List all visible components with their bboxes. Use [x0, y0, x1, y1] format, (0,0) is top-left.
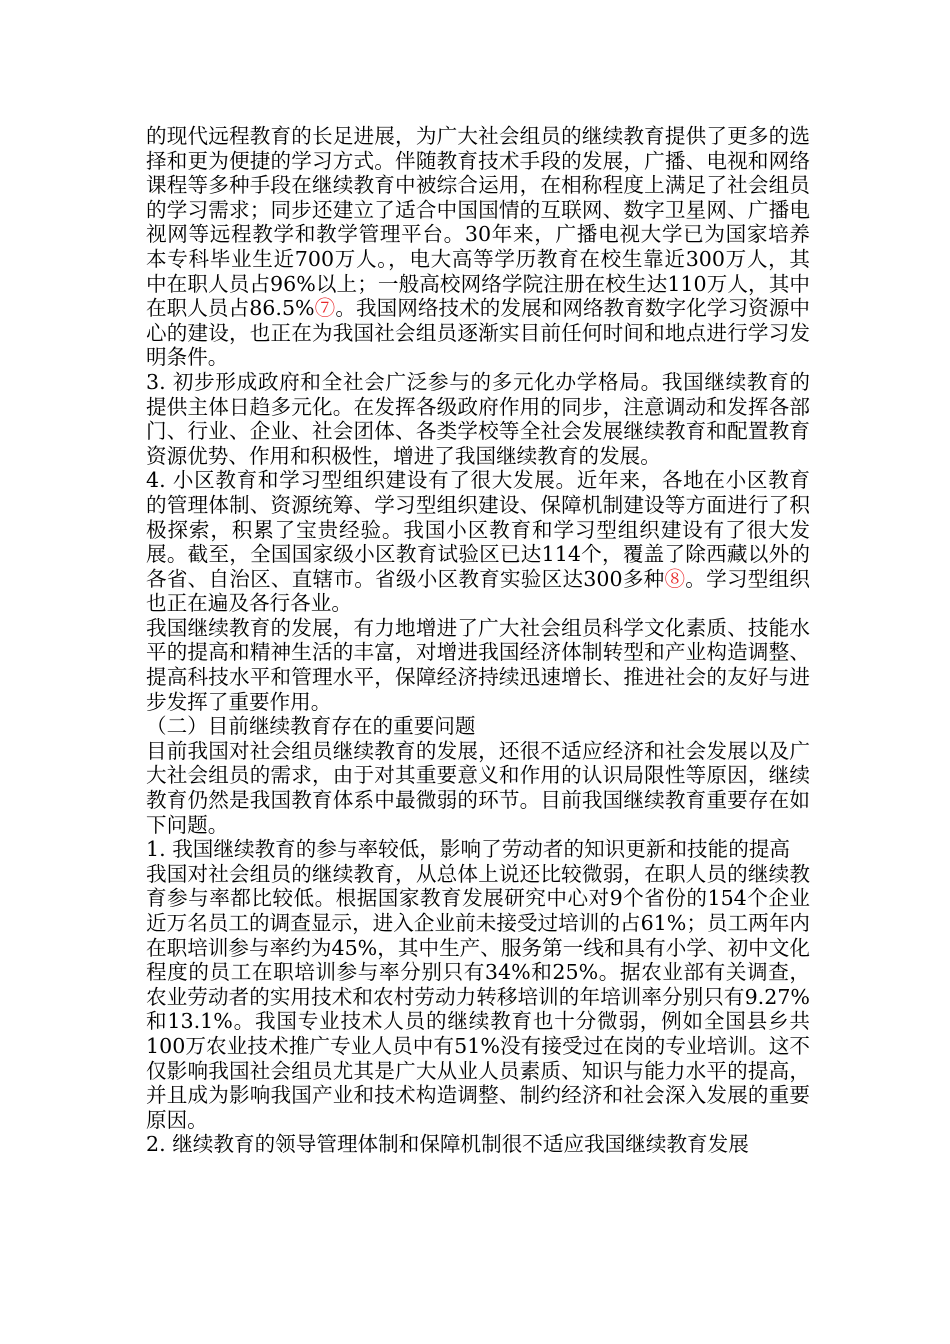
paragraph-item-3: 3. 初步形成政府和全社会广泛参与的多元化办学格局。我国继续教育的提供主体日趋多元化。在发挥各级政府作用的同步，注意调动和发挥各部门、行业、企业、社会团体、各类学校等全社会发展继续教育和配置教育资源优势、作用和积极性，增进了我国继续教育的发展。: [146, 369, 810, 468]
paragraph-text: 4. 小区教育和学习型组织建设有了很大发展。近年来，各地在小区教育的管理体制、资源统筹、学习型组织建设、保障机制建设等方面进行了积极探索，积累了宝贵经验。我国小区教育和学习型组织建设有了很大发展。截至，全国国家级小区教育试验区已达114个，覆盖了除西藏以外的各省、自治区、直辖市。省级小区教育实验区达300多种: [146, 468, 810, 591]
footnote-ref-7[interactable]: ⑦: [314, 296, 336, 321]
document-body: [146, 124, 810, 1157]
paragraph-item-4: [146, 468, 810, 616]
paragraph-distance-education: [146, 124, 810, 370]
paragraph-text-tail: 。我国网络技术的发展和网络教育数字化学习资源中心的建设，也正在为我国社会组员逐渐实目前任何时间和地点进行学习发明条件。: [146, 296, 810, 370]
paragraph-summary: 我国继续教育的发展，有力地增进了广大社会组员科学文化素质、技能水平的提高和精神生活的丰富，对增进我国经济体制转型和产业构造调整、提高科技水平和管理水平，保障经济持续迅速增长、推进社会的友好与进步发挥了重要作用。: [146, 615, 810, 714]
footnote-ref-8[interactable]: ⑧: [664, 566, 686, 591]
paragraph-problems-intro: 目前我国对社会组员继续教育的发展，还很不适应经济和社会发展以及广大社会组员的需求，由于对其重要意义和作用的认识局限性等原因，继续教育仍然是我国教育体系中最微弱的环节。目前我国继续教育重要存在如下问题。: [146, 738, 810, 837]
paragraph-participation-rate: 我国对社会组员的继续教育，从总体上说还比较微弱，在职人员的继续教育参与率都比较低。根据国家教育发展研究中心对9个省份的154个企业近万名员工的调查显示，进入企业前未接受过培训的占61%；员工两年内在职培训参与率约为45%，其中生产、服务第一线和具有小学、初中文化程度的员工在职培训参与率分别只有34%和25%。据农业部有关调查，农业劳动者的实用技术和农村劳动力转移培训的年培训率分别只有9.27%和13.1%。我国专业技术人员的继续教育也十分微弱，例如全国县乡共100万农业技术推广专业人员中有51%没有接受过在岗的专业培训。这不仅影响我国社会组员尤其是广大从业人员素质、知识与能力水平的提高，并且成为影响我国产业和技术构造调整、制约经济和社会深入发展的重要原因。: [146, 861, 810, 1132]
problem-heading-2: 2. 继续教育的领导管理体制和保障机制很不适应我国继续教育发展: [146, 1132, 749, 1157]
paragraph-text: 的现代远程教育的长足进展，为广大社会组员的继续教育提供了更多的选择和更为便捷的学习方式。伴随教育技术手段的发展，广播、电视和网络课程等多种手段在继续教育中被综合运用，在相称程度上满足了社会组员的学习需求；同步还建立了适合中国国情的互联网、数字卫星网、广播电视网等远程教学和教学管理平台。30年来，广播电视大学已为国家培养本专科毕业生近700万人。，电大高等学历教育在校生靠近300万人，其中在职人员占96%以上；一般高校网络学院注册在校生达110万人，其中在职人员占86.5%: [146, 124, 810, 321]
problem-heading-1: 1. 我国继续教育的参与率较低，影响了劳动者的知识更新和技能的提高: [146, 837, 791, 862]
paragraph-text-tail: 。学习型组织也正在遍及各行各业。: [146, 566, 811, 616]
section-heading-problems: （二）目前继续教育存在的重要问题: [146, 714, 476, 739]
